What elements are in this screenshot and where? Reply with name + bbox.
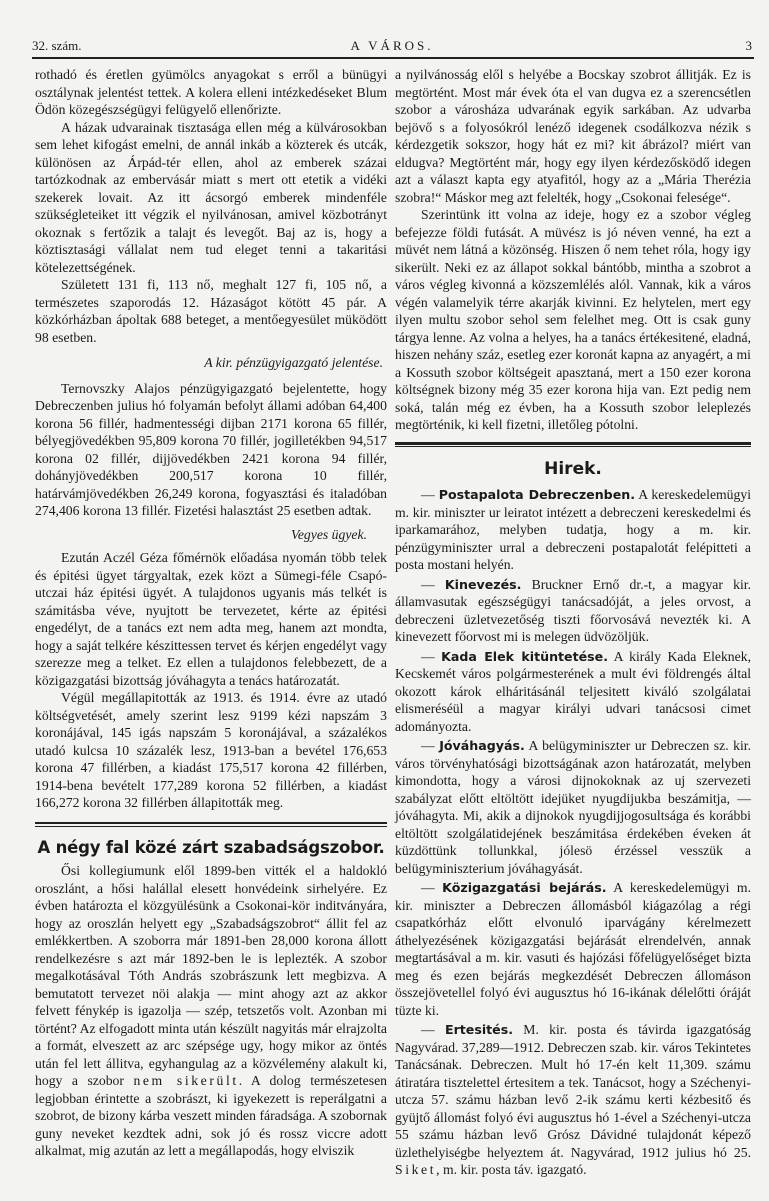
newspaper-title: A VÁROS. (350, 38, 434, 53)
news-item (395, 1021, 751, 1179)
dash: — (421, 648, 442, 664)
paragraph: A házak udvarainak tisztasága ellen még a külvárosokban sem lehet kifogást emelni, de annál inkáb a közterek és utcák, különösen az Árpád-tér ellen, ahol az emberek százai tartózkodnak az embervásár miatt s mert ott etetik a vidéki szekerek lovait. Az itt ácsorgó emberek mindenféle szükségleteiket itt végzik el nyilvánosan, amivel közbotrányt okoznak s fertőzik a talajt és levegőt. Baj az is, hogy a köztisztasági vállalat nem tud eleget tenni a takaritási kötelezettségének. (35, 119, 387, 275)
left-column (35, 66, 387, 1160)
header-rule (32, 57, 754, 59)
page-header (32, 38, 752, 58)
news-item (395, 879, 751, 1019)
text-run: Ősi kollegiumunk elől 1899-ben vitték el a haldokló oroszlánt, a hősi halállal elesett honvédeink sirhelyére. Ez évben határozta el közgyülésünk a Csokonai-kör inditványára, hogy az oroszlán helyett egy „Szabadságszobrot“ állit fel az emlékkertben. A szoborra már 1891-ben 28,000 korona állott rendelkezésre s azt már 1892-ben le is leplezték. A szobor megalkotásával Tóth András szobrászunk lett megbizva. A bemutatott tervezet nöi alakja — mint ahogy azt az akkor felvett fénykép is igazolja — szép, tetszetős volt. Azonban mi történt? Az elfogadott minta után készült nagyitás már elrajzolta a formát, elveszett az arc szépsége ugy, hogy mikor az öntés után fel lett állitva, egyhangulag az a közvélemény alakult ki, hogy a szobor (35, 863, 387, 1088)
paragraph: Ezután Aczél Géza főmérnök előadása nyomán több telek és épitési ügyet tárgyaltak, ezek közt a Sümegi-féle Csapó-utczai ház épitési ügyét. A tulajdonos ugyanis más telkét is számitásba véve, nyujtott be tervezetet, kérte az épitési engedélyt, de a tanács ezt nem adta meg, hanem azt mondta, hogy a saját telkére készittessen tervet és kérjen engedélyt vagy szerezze meg a telket. Ez ellen a tulajdonos felebbezett, de a közigazgatási bizottság jóváhagyta a tenács határozatát. (35, 550, 387, 688)
section-divider (395, 442, 751, 447)
section-subheading: A kir. pénzügyigazgató jelentése. (204, 355, 383, 370)
paragraph: Végül megállapitották az 1913. és 1914. évre az utadó költségvetését, amely szerint lesz 9199 kézi napszám 3 koronájával, 145 igás napszám 5 koronájával, a százalékos utadó kulcsa 10 százalék lesz, 1913-ban a bevétel 176,653 korona 47 fillérben, a kiadást 175,517 korona 42 fillérben, 1914-bena bevételt 177,289 korona 52 fillérben, a kiadást 166,272 korona 32 fillérben állapitották meg. (35, 690, 387, 810)
news-headline: Jóváhagyás. (439, 738, 525, 753)
news-item (395, 486, 751, 574)
dash: — (421, 487, 439, 502)
news-text: M. kir. posta és távirda igazgatóság Nagyvárad. 37,289—1912. Debreczen szab. kir. város Tekintetes Tanácsának. Debreczen. Mult hó 17-én kelt 11,309. számu átiratára tisztelettel értesitem a tek. Tanácsot, hogy a Széchenyi-utcza 57. számu házban levő 2-ik számu kerti kézbesitő és gyüjtő állomást folyó évi augusztus hó 1-ével a Széchenyi-utcza 55 számu házban levő Grósz Dávidné tulajdonát képező üzlethelyiségbe helyeztem át. Nagyvárad, 1912 julius hó 25. (395, 1022, 752, 1160)
news-headline: Ertesités. (444, 1022, 513, 1037)
news-text: , m. kir. posta táv. igazgató. (436, 1162, 587, 1177)
news-item (395, 737, 751, 877)
dash: — (421, 880, 443, 895)
page-number: 3 (745, 38, 752, 53)
paragraph: Született 131 fi, 113 nő, meghalt 127 fi, 105 nő, a természetes szaporodás 12. Házaságot kötött 45 pár. A közkórházban ápoltak 688 beteget, a mentőegyesület müködött 98 esetben. (35, 277, 387, 345)
dash: — (421, 576, 445, 592)
news-text: Bruckner Ernő dr.-t, a magyar kir. államvasutak egészségügyi tanácsadóját, a jeles orvost, a debreczeni üzletvezetőség tiszti főorvosává nevezték ki. A kinevezett főorvost mi is melegen üdvözöljük. (395, 576, 752, 644)
paragraph: Szerintünk itt volna az ideje, hogy ez a szobor végleg befejezze földi futását. A müvész is jó néven venné, ha ezt a müvét nem látná a közönség. Hiszen ő nem tehet róla, hogy igy sikerült. Neki ez az állapot sokkal bántóbb, mintha a szobrot a város végleg kivonná a közszemlélés alól. Vannak, kik a város végén valamelyik térre akarják kivinni. Ez helytelen, mert egy ilyen multu szobor sehol sem felelhet meg. Ott is csak guny tárgya lenne. Az volna a helyes, ha a tanács értékesitené, eladná, hiszen nehány száz, esetleg ezer koronát kapna az anyagért, a mi a Kossuth szobor költségeit apasztaná, mert a 150 ezer korona költségnek bizony még 35 ezer korona hija van. Ezt pedig nem soká, talán még ez évben, ha a Kossuth szobor leleplezés megtörténik, ki kell fizetni, illetőleg pótolni. (395, 207, 751, 432)
right-column (395, 66, 751, 1181)
news-text: A belügyminiszter ur Debreczen sz. kir. város törvényhatósági bizottságának azon határozatát, melyben kimondotta, hogy a városi dijnokoknak az uj szervezeti szabályzat előtt eltöltött idejüket nyugdijukba beszámitja, — jóváhagyta. Mi, akik a dijnokok nyugdijjogosultsága és korábbi eltöltött szolgálatidejének beszámitása érdekében éveken át küzdöttünk tollunkkal, jólesö érzéssel vesszük a belügyminiszterium jóváhagyását. (395, 738, 752, 876)
emphasis-spaced: Siket (395, 1162, 437, 1177)
paragraph: Ternovszky Alajos pénzügyigazgató bejelentette, hogy Debreczenben julius hó folyamán befolyt állami adóban 64,400 korona 56 fillér, hadmentességi dijban 2171 korona 65 fillér, bélyegjövedékben 95,809 korona 70 fillér, jogilletékben 94,517 korona 02 fillér, dijjövedékben 2421 korona 94 fillér, dohányjövedékben 200,517 korona 10 fillér, határvámjövedékben 26,249 korona, fogyasztási és italadóban 274,406 korona 13 fillér. Fizetési halasztást 25 esetben adtak. (35, 380, 387, 518)
news-item (395, 576, 751, 646)
news-item (395, 648, 751, 736)
news-text: A kereskedelemügyi m. kir. miniszter a Debreczen állomásból kiágazólag a régi csapatkórház előtt elvonuló iparvágány kérelmezett áthelyezésének közigazgatási bejárását elrendelvén, annak megtartásával a m. kir. vasuti és hajózási főfelügyelőséget bizta meg és ezen bejárás megkezdését Debreczen állomáson összejövetellel folyó évi augusztus hó 16-ikának délelőtti óráját tüzte ki. (395, 880, 751, 1018)
news-text: A kereskedelemügyi m. kir. miniszter ur leiratot intézett a debreczeni kereskedelmi és iparkamarához, melyben tudatja, hogy a m. kir. pénzügyminiszter urral a debreczeni postapalotát felépitteti a posta mostani helyén. (395, 487, 751, 572)
paragraph (35, 862, 387, 1160)
paragraph: rothadó és éretlen gyümölcs anyagokat s erről a bünügyi osztálynak jelentést tettek. A kolera elleni intézkedéseket Blum Ödön közegészségügyi felügyelő ellenőrizte. (35, 67, 387, 117)
section-subheading: Vegyes ügyek. (291, 526, 367, 542)
news-headline: Közigazgatási bejárás. (442, 880, 607, 895)
text-run: . A dolog természetesen legjobban érintette a szobrászt, ki igyekezett is reperálgatni a szobrot, de bizony kárba veszett minden fáradsága. A szobornak guny neveket kezdtek adni, sok jó és rossz viccre adott alkalmat, mig azután az lett a megállapodás, hogy elviszik (35, 1073, 387, 1158)
news-section-title: Hirek. (544, 458, 602, 479)
article-title: A négy fal közé zárt szabadságszobor. (37, 837, 385, 857)
news-text: A király Kada Eleknek, Kecskemét város polgármesterének a mult évi földrengés által okozott károk elháritásánál teljesitett kiváló szolgálatai elismeréséül a magyar királyi udvari tanácsosi cimet adományozta. (395, 648, 751, 734)
emphasis-spaced: nem sikerült (133, 1073, 239, 1088)
section-divider (35, 822, 387, 827)
news-list (395, 486, 751, 1179)
issue-number: 32. szám. (32, 38, 82, 53)
news-headline: Postapalota Debreczenben. (438, 487, 635, 502)
dash: — (421, 738, 440, 753)
news-headline: Kinevezés. (444, 576, 522, 592)
paragraph: a nyilvánosság elől s helyébe a Bocskay szobrot állitják. Ez is megtörtént. Most már évek óta el van dugva ez a szerencsétlen szobor a városháza udvarának egyik sarkában. Az udvarba bejövő s a folyosókról lenéző idegenek csodálkozva nézik s kérdezgetik sokszor, hogy hát ez mi? kit ábrázol? miért van eldugva? Megtörtént már, hogy egy ilyen kérdezősködő idegen azt a választ kapta egy atyafitól, hogy az a „Mária Therézia szobra!“ Máskor meg azt felelték, hogy „Csokonai felesége“. (395, 67, 751, 205)
dash: — (421, 1022, 445, 1037)
news-headline: Kada Elek kitüntetése. (441, 648, 608, 664)
